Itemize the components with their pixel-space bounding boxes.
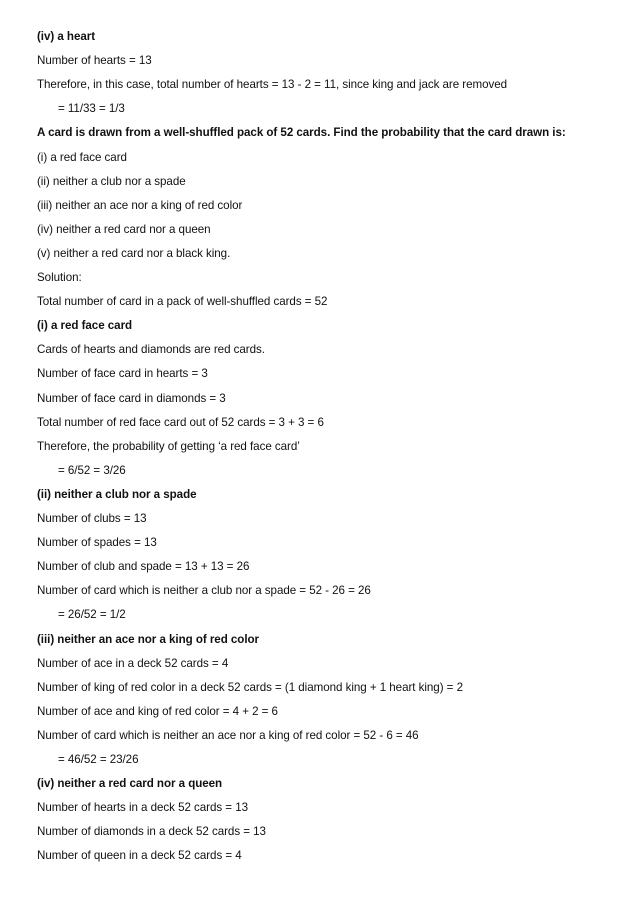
section-heading-red-queen: (iv) neither a red card nor a queen bbox=[37, 777, 223, 791]
text-line: Number of diamonds in a deck 52 cards = 13 bbox=[37, 825, 266, 839]
text-line: Number of ace in a deck 52 cards = 4 bbox=[37, 656, 229, 670]
text-line: Number of spades = 13 bbox=[37, 536, 157, 550]
text-line: Number of card which is neither an ace nor a king of red color = 52 - 6 = 46 bbox=[37, 728, 419, 742]
text-line: Number of face card in diamonds = 3 bbox=[37, 391, 226, 405]
question-heading: A card is drawn from a well-shuffled pack of 52 cards. Find the probability that the card drawn is: bbox=[37, 126, 566, 140]
question-option: (i) a red face card bbox=[37, 150, 127, 164]
section-heading-red-face-card: (i) a red face card bbox=[37, 319, 133, 333]
section-heading-club-spade: (ii) neither a club nor a spade bbox=[37, 487, 197, 501]
text-line: Number of hearts in a deck 52 cards = 13 bbox=[37, 801, 248, 815]
question-option: (ii) neither a club nor a spade bbox=[37, 174, 186, 188]
text-line: Number of clubs = 13 bbox=[37, 512, 147, 525]
question-option: (v) neither a red card nor a black king. bbox=[37, 246, 231, 260]
text-line: Number of king of red color in a deck 52 cards = (1 diamond king + 1 heart king) = 2 bbox=[37, 680, 463, 694]
question-option: (iii) neither an ace nor a king of red color bbox=[37, 198, 243, 212]
text-line: Number of club and spade = 13 + 13 = 26 bbox=[37, 560, 250, 574]
result-line: = 11/33 = 1/3 bbox=[58, 102, 125, 116]
text-line: Number of card which is neither a club nor a spade = 52 - 26 = 26 bbox=[37, 584, 371, 598]
text-line: Therefore, the probability of getting ‘a red face card’ bbox=[37, 439, 300, 453]
text-line: Total number of card in a pack of well-shuffled cards = 52 bbox=[37, 295, 328, 309]
text-line: Total number of red face card out of 52 cards = 3 + 3 = 6 bbox=[37, 415, 324, 429]
text-line: Number of hearts = 13 bbox=[37, 54, 152, 68]
text-line: Number of face card in hearts = 3 bbox=[37, 367, 208, 381]
result-line: = 46/52 = 23/26 bbox=[58, 753, 139, 766]
text-line: Therefore, in this case, total number of hearts = 13 - 2 = 11, since king and jack are removed bbox=[37, 78, 508, 92]
section-heading-heart: (iv) a heart bbox=[37, 30, 96, 43]
question-option: (iv) neither a red card nor a queen bbox=[37, 222, 211, 236]
text-line: Number of ace and king of red color = 4 + 2 = 6 bbox=[37, 704, 278, 718]
result-line: = 26/52 = 1/2 bbox=[58, 608, 126, 622]
text-line: Cards of hearts and diamonds are red cards. bbox=[37, 343, 265, 357]
section-heading-ace-king: (iii) neither an ace nor a king of red color bbox=[37, 632, 259, 646]
result-line: = 6/52 = 3/26 bbox=[58, 463, 126, 477]
text-line: Number of queen in a deck 52 cards = 4 bbox=[37, 849, 242, 863]
solution-label: Solution: bbox=[37, 271, 82, 284]
